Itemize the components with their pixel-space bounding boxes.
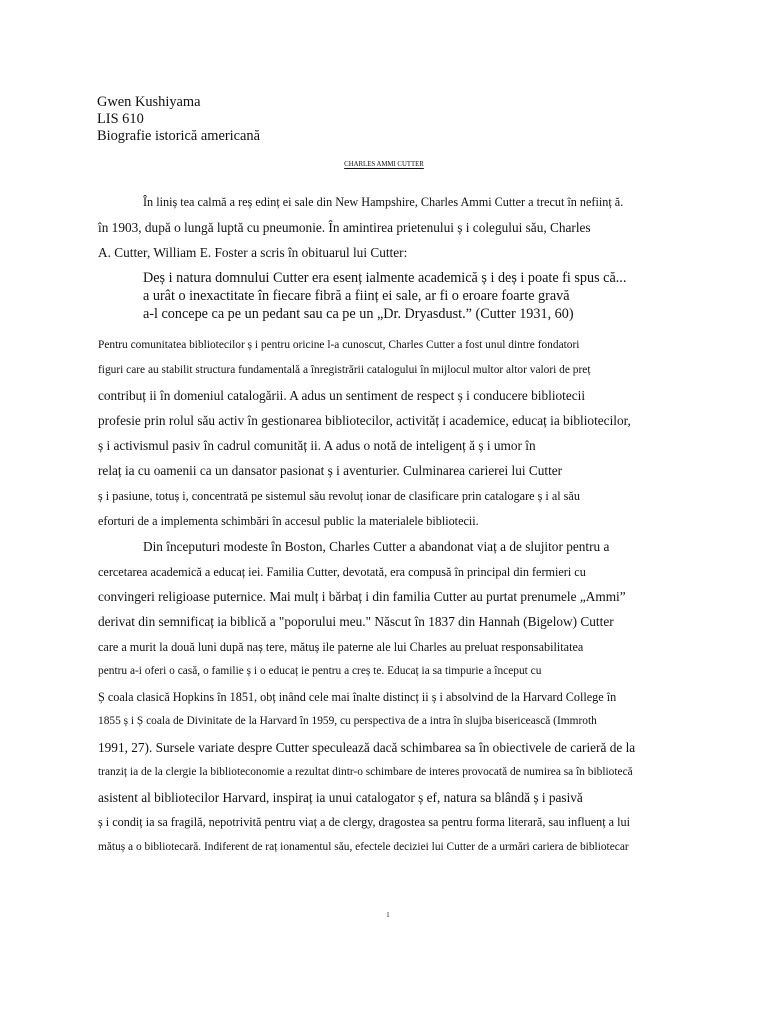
paragraph-1-line: A. Cutter, William E. Foster a scris în obituarul lui Cutter: — [98, 245, 408, 260]
paragraph-3-line: pentru a-i oferi o casă, o familie ș i o educaț ie pentru a creș te. Educaț ia sa timpurie a început cu — [98, 665, 542, 677]
paragraph-3-line: Din începuturi modeste în Boston, Charles Cutter a abandonat viaț a de slujitor pentru a — [143, 539, 610, 554]
paragraph-1-line: În liniș tea calmă a reș edinț ei sale din New Hampshire, Charles Ammi Cutter a trecut în neființ ă. — [143, 195, 624, 209]
block-quote-line: a urât o inexactitate în fiecare fibră a ființ ei sale, ar fi o eroare foarte gravă — [143, 288, 570, 304]
paragraph-2-line: ș i activismul pasiv în cadrul comunităț ii. A adus o notă de inteligenț ă ș i umor în — [98, 438, 536, 453]
block-quote-line: Deș i natura domnului Cutter era esenț ialmente academică ș i deș i poate fi spus că... — [143, 270, 627, 286]
paragraph-3-line: derivat din semnificaț ia biblică a "poporului meu." Născut în 1837 din Hannah (Bigelow) Cutter — [98, 614, 614, 629]
paragraph-3-line: tranziț ia de la clergie la biblioteconomie a rezultat dintr-o schimbare de interes provocată de numirea sa în bibliotecă — [98, 766, 633, 778]
block-quote-line: a-l concepe ca pe un pedant sau ca pe un „Dr. Dryasdust.” (Cutter 1931, 60) — [143, 306, 574, 322]
paragraph-3-line: ș i condiț ia sa fragilă, nepotrivită pentru viaț a de clergy, dragostea sa pentru forma literară, sau influenț a lui — [98, 815, 630, 829]
paragraph-2-line: ș i pasiune, totuș i, concentrată pe sistemul său revoluț ionar de clasificare prin catalogare ș i al său — [98, 489, 580, 503]
paragraph-3-line: convingeri religioase puternice. Mai mulț i bărbaț i din familia Cutter au purtat prenumele „Ammi” — [98, 589, 626, 604]
page-number: 1 — [386, 912, 390, 919]
course-subject: Biografie istorică americană — [97, 128, 261, 144]
paragraph-1-line: în 1903, după o lungă luptă cu pneumonie. În amintirea prietenului ș i colegului său, Charles — [98, 220, 591, 235]
paragraph-2-line: eforturi de a implementa schimbări în accesul public la materialele bibliotecii. — [98, 514, 479, 528]
paragraph-3-line: asistent al bibliotecilor Harvard, inspiraț ia unui catalogator ș ef, natura sa blândă ș i pasivă — [98, 790, 583, 805]
paragraph-2-line: Pentru comunitatea bibliotecilor ș i pentru oricine l-a cunoscut, Charles Cutter a fost unul dintre fondatori — [98, 339, 580, 351]
document-title: CHARLES AMMI CUTTER — [344, 161, 424, 168]
paragraph-2-line: figuri care au stabilit structura fundamentală a înregistrării catalogului în mijlocul multor altor valori de preț — [98, 364, 591, 376]
paragraph-3-line: mătuș a o bibliotecară. Indiferent de raț ionamentul său, efectele deciziei lui Cutter de a urmări cariera de bibliotecar — [98, 841, 629, 853]
paragraph-2-line: profesie prin rolul său activ în gestionarea bibliotecilor, activităț i academice, educaț ia bibliotecilor, — [98, 413, 631, 428]
course-code: LIS 610 — [97, 111, 144, 127]
paragraph-3-line: cercetarea academică a educaț iei. Familia Cutter, devotată, era compusă în principal din fermieri cu — [98, 565, 586, 579]
author-name: Gwen Kushiyama — [97, 94, 201, 110]
paragraph-2-line: relaț ia cu oamenii ca un dansator pasionat ș i aventurier. Culminarea carierei lui Cutter — [98, 463, 563, 478]
paragraph-3-line: 1855 ș i Ș coala de Divinitate de la Harvard în 1959, cu perspectiva de a intra în slujba bisericească (Immroth — [98, 715, 597, 727]
paragraph-3-line: care a murit la două luni după naș tere, mătuș ile paterne ale lui Charles au preluat responsabilitatea — [98, 640, 584, 654]
paragraph-3-line: 1991, 27). Sursele variate despre Cutter speculează dacă schimbarea sa în obiectivele de carieră de la — [98, 740, 636, 755]
paragraph-3-line: Ș coala clasică Hopkins în 1851, obț inând cele mai înalte distincț ii ș i absolvind de la Harvard College în — [98, 690, 617, 704]
paragraph-2-line: contribuț ii în domeniul catalogării. A adus un sentiment de respect ș i conducere bibliotecii — [98, 388, 586, 403]
